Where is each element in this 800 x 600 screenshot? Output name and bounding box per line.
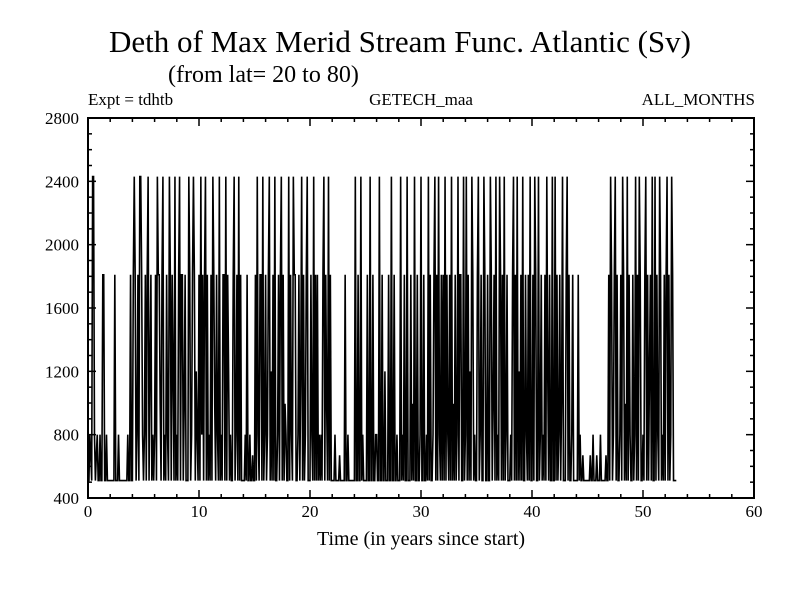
series-line (88, 177, 676, 481)
x-tick-label: 0 (83, 502, 93, 521)
x-tick-label: 20 (301, 502, 319, 521)
x-axis-title: Time (in years since start) (316, 528, 526, 550)
y-tick-label: 2000 (45, 235, 79, 255)
months-label: ALL_MONTHS (641, 90, 755, 109)
y-tick-label: 2400 (45, 172, 79, 192)
y-tick-label: 400 (53, 489, 79, 508)
x-tick-label: 30 (412, 502, 430, 521)
x-tick-label: 60 (745, 502, 763, 521)
chart-subtitle: (from lat= 20 to 80) (168, 62, 359, 88)
experiment-label: Expt = tdhtb (88, 90, 174, 109)
x-tick-label: 10 (190, 502, 208, 521)
y-tick-label: 2800 (45, 109, 79, 128)
y-tick-label: 1600 (45, 299, 79, 318)
y-tick-label: 1200 (45, 362, 79, 382)
x-tick-label: 40 (523, 502, 541, 521)
dataset-label: GETECH_maa (369, 90, 473, 109)
x-tick-label: 50 (634, 502, 652, 521)
y-tick-label: 800 (53, 425, 79, 445)
chart-title: Deth of Max Merid Stream Func. Atlantic (Sv) (108, 24, 691, 59)
